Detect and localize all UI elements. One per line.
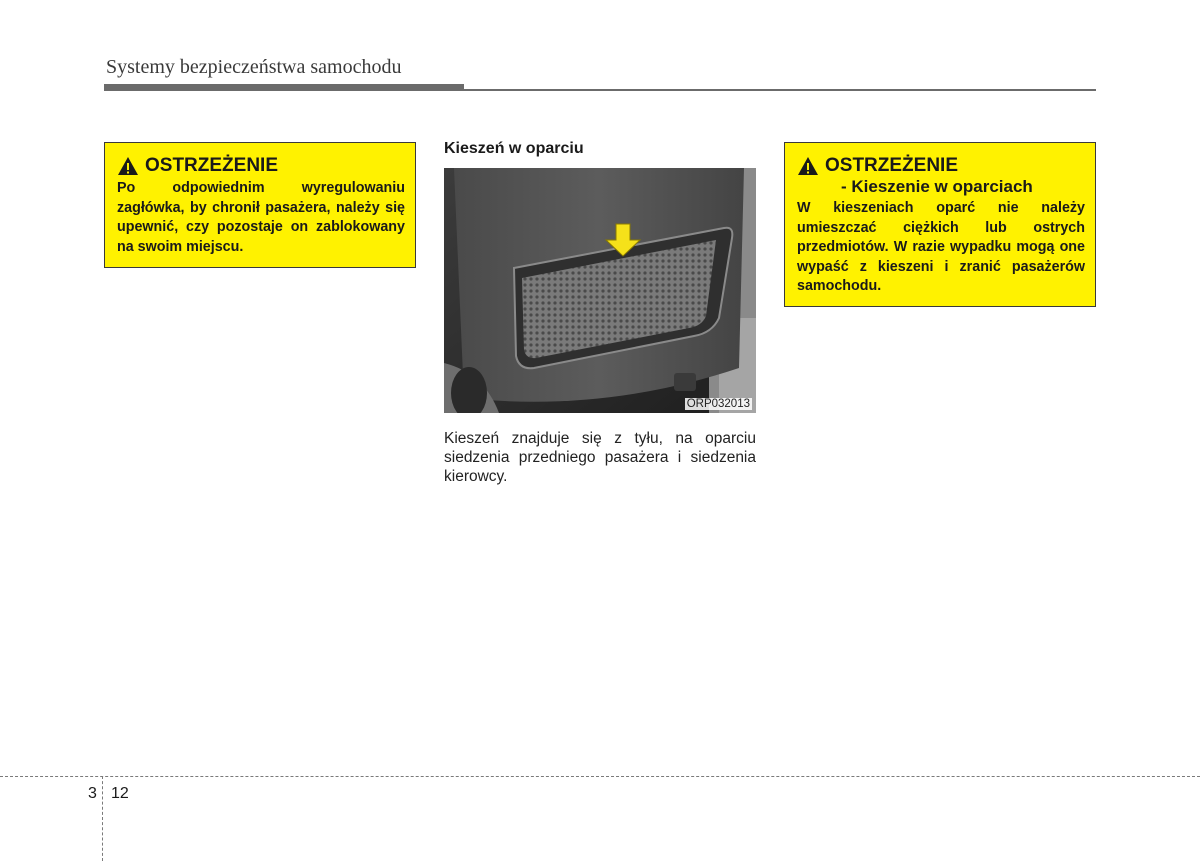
warning-heading-text: OSTRZEŻENIE <box>825 155 959 176</box>
warning-heading <box>797 155 1085 177</box>
warning-triangle-icon <box>117 156 139 176</box>
header-rule-thick <box>104 84 464 91</box>
warning-box-headrest <box>104 142 416 268</box>
warning-heading-text: OSTRZEŻENIE <box>145 155 279 176</box>
warning-heading <box>117 155 405 177</box>
warning-body-text: W kieszeniach oparć nie należy umieszczać ciężkich lub ostrych przedmiotów. W razie wypadku mogą one wypaść z kieszeni i zranić pasażerów samochodu. <box>797 200 1085 294</box>
warning-body-text: Po odpowiednim wyregulowaniu zagłówka, by chronił pasażera, należy się upewnić, czy pozostaje on zablokowany na swoim miejscu. <box>117 180 405 255</box>
page-header-title: Systemy bezpieczeństwa samochodu <box>106 56 402 78</box>
figure-code: ORP032013 <box>686 398 750 410</box>
section-caption: Kieszeń znajduje się z tyłu, na oparciu siedzenia przedniego pasażera i siedzenia kierowcy. <box>444 430 756 485</box>
warning-box-seatback-pockets <box>784 142 1096 307</box>
footer-dashed-rule <box>0 776 1200 777</box>
section-title: Kieszeń w oparciu <box>444 140 584 157</box>
warning-triangle-icon <box>797 156 819 176</box>
seatback-pocket-photo <box>444 168 756 413</box>
chapter-number: 3 <box>88 785 97 802</box>
footer-vertical-dashed-rule <box>102 776 103 861</box>
page-number: 12 <box>111 785 129 802</box>
header-rule-thin <box>464 89 1096 91</box>
warning-subheading: - Kieszenie w oparciach <box>841 177 1033 196</box>
